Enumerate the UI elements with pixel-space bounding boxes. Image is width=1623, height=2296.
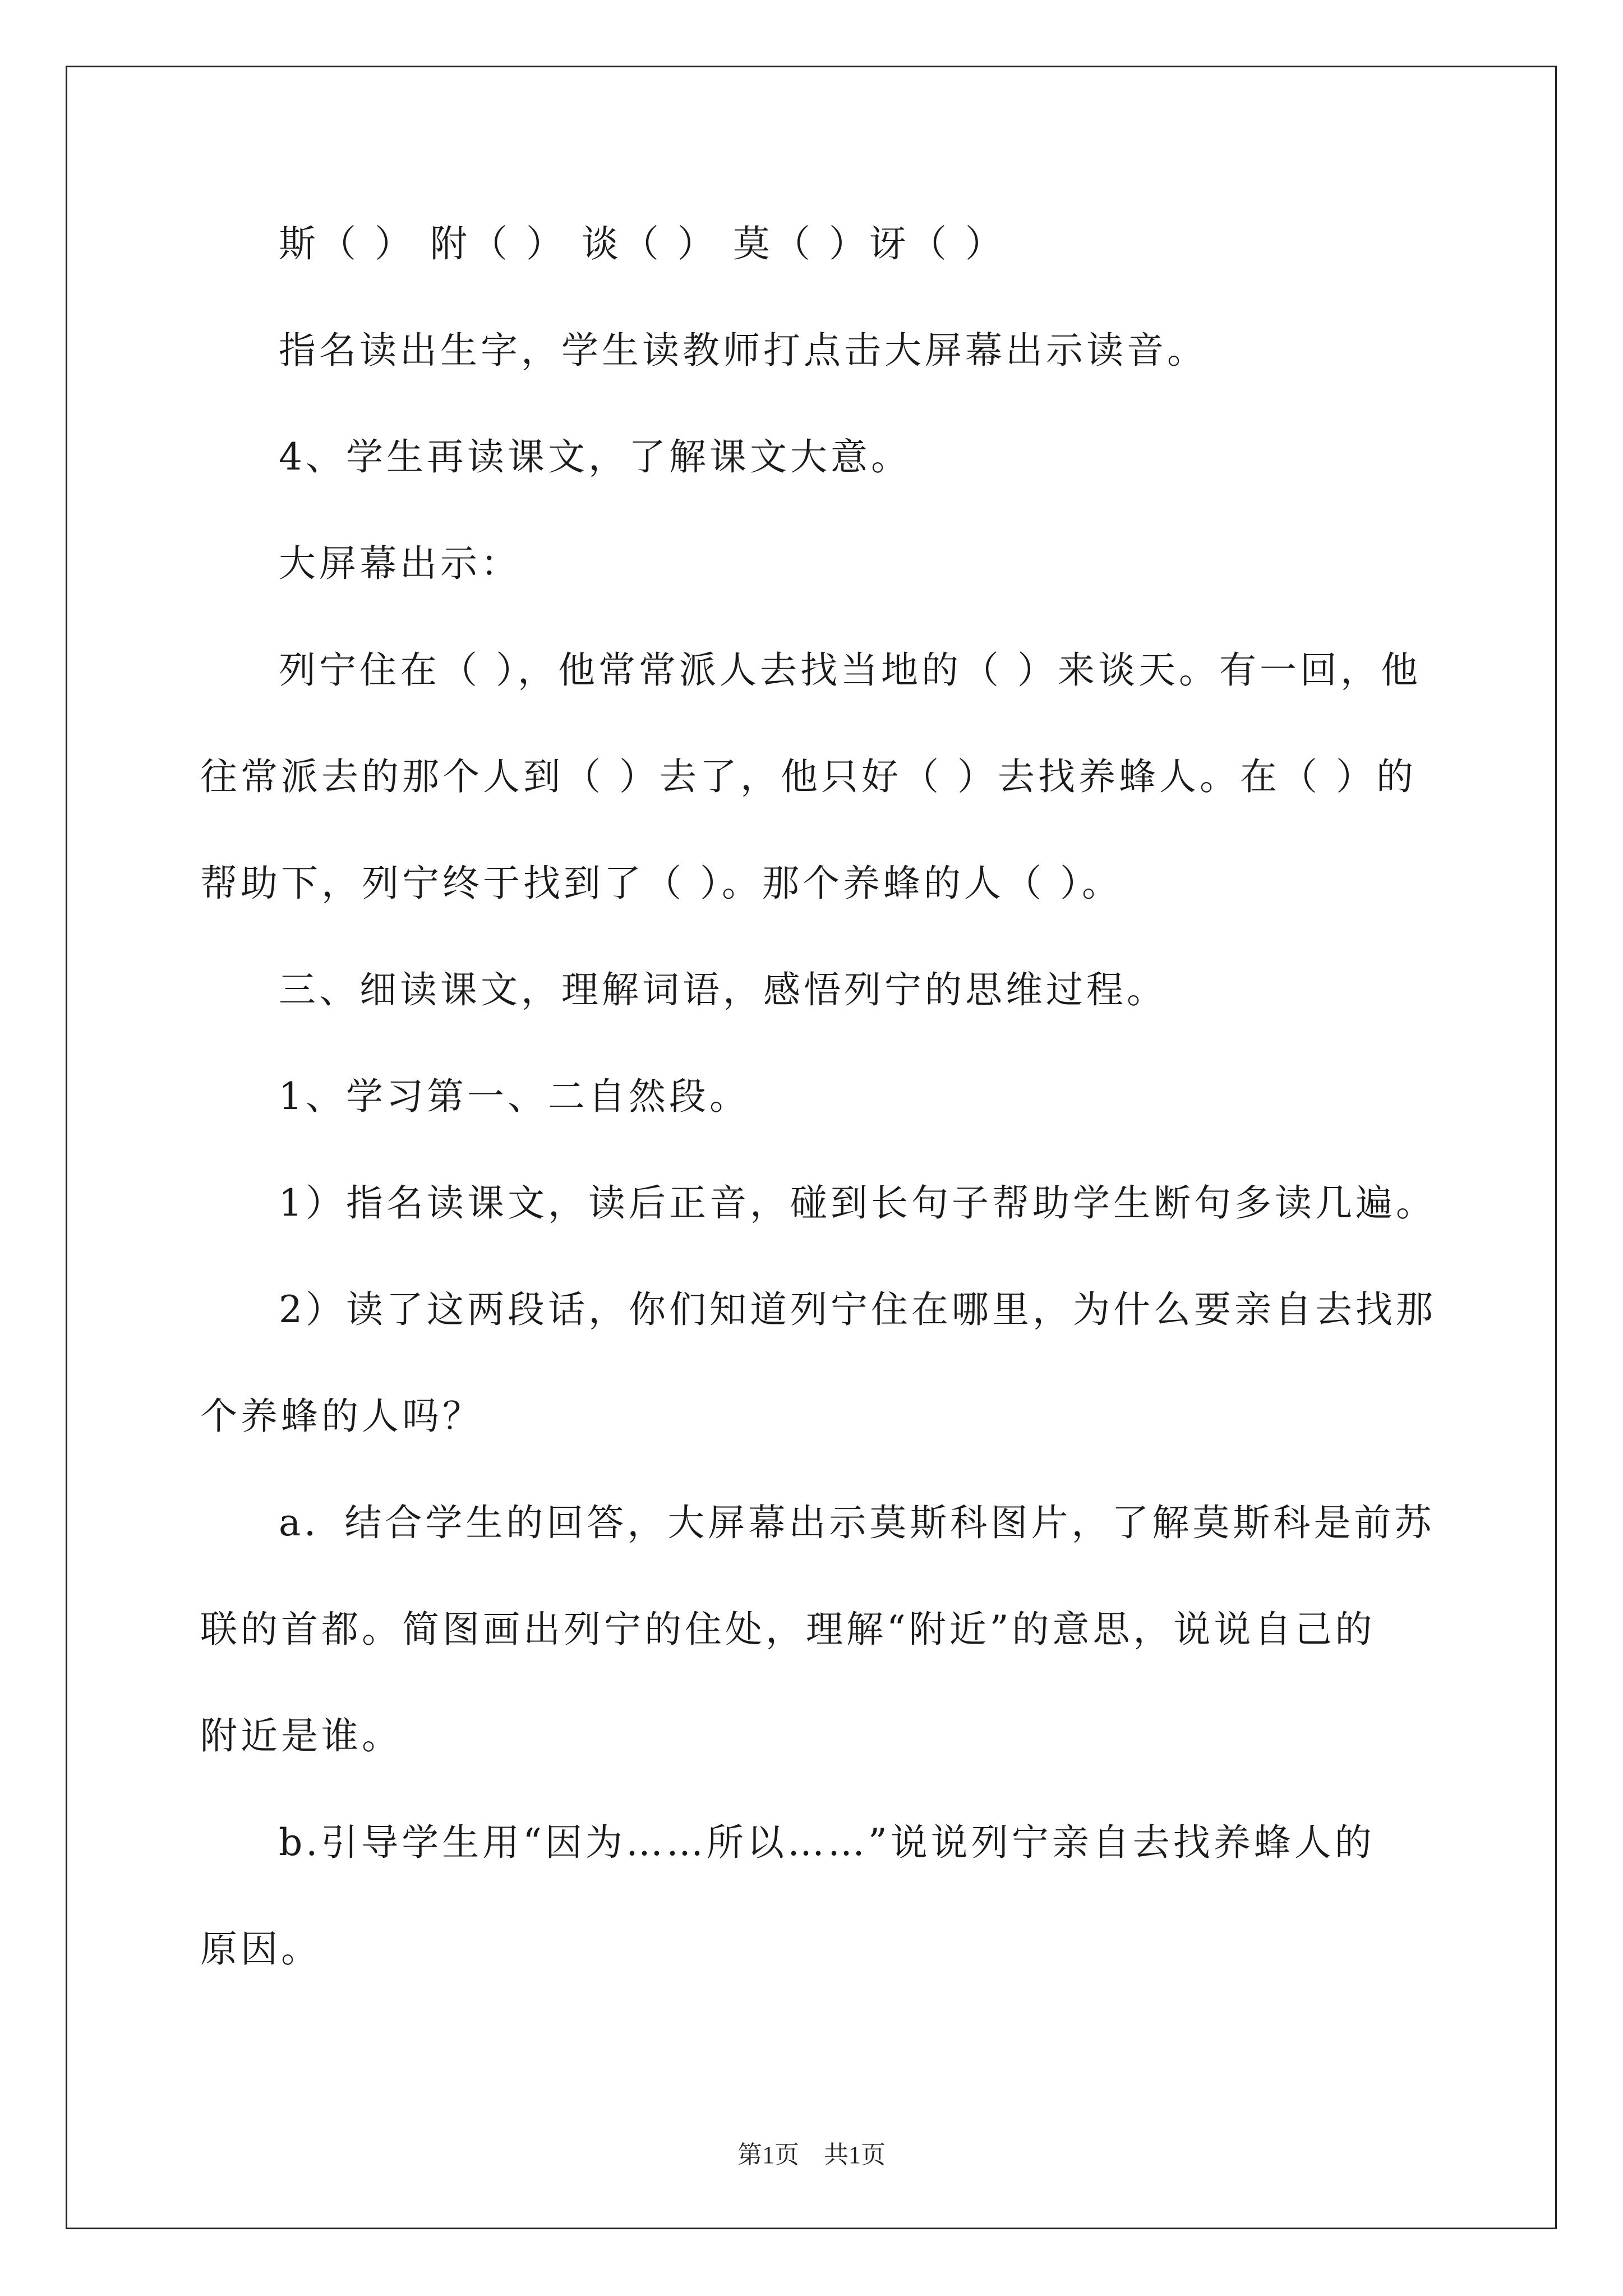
text-line: 大屏幕出示： [279,542,521,585]
text-line: 往常派去的那个人到（ ）去了，他只好（ ）去找养蜂人。在（ ）的 [200,755,1417,798]
text-line: 1、学习第一、二自然段。 [279,1075,750,1118]
text-line: 1）指名读课文，读后正音，碰到长句子帮助学生断句多读几遍。 [279,1181,1436,1225]
text-line: 三、细读课文，理解词语，感悟列宁的思维过程。 [279,968,1167,1011]
page-footer: 第1页 共1页 [737,2141,886,2169]
document-body [200,191,1445,2003]
text-line: b.引导学生用“因为……所以……”说说列宁亲自去找养蜂人的 [279,1821,1375,1864]
text-line: 2）读了这两段话，你们知道列宁住在哪里，为什么要亲自去找那 [279,1288,1436,1331]
text-line: 列宁住在（ ），他常常派人去找当地的（ ）来谈天。有一回，他 [279,648,1421,692]
text-line: 指名读出生字，学生读教师打点击大屏幕出示读音。 [279,329,1207,372]
text-line: 斯（ ） 附（ ） 谈（ ） 莫（ ）讶（ ） [279,222,1006,265]
text-line: a．结合学生的回答，大屏幕出示莫斯科图片，了解莫斯科是前苏 [279,1501,1435,1544]
text-line: 联的首都。简图画出列宁的住处，理解“附近”的意思，说说自己的 [200,1608,1376,1651]
text-line: 个养蜂的人吗？ [200,1395,483,1438]
text-line: 附近是谁。 [200,1714,402,1757]
text-line: 原因。 [200,1927,321,1971]
text-line: 4、学生再读课文，了解课文大意。 [279,435,911,478]
text-line: 帮助下，列宁终于找到了（ ）。那个养蜂的人（ ）。 [200,862,1122,905]
